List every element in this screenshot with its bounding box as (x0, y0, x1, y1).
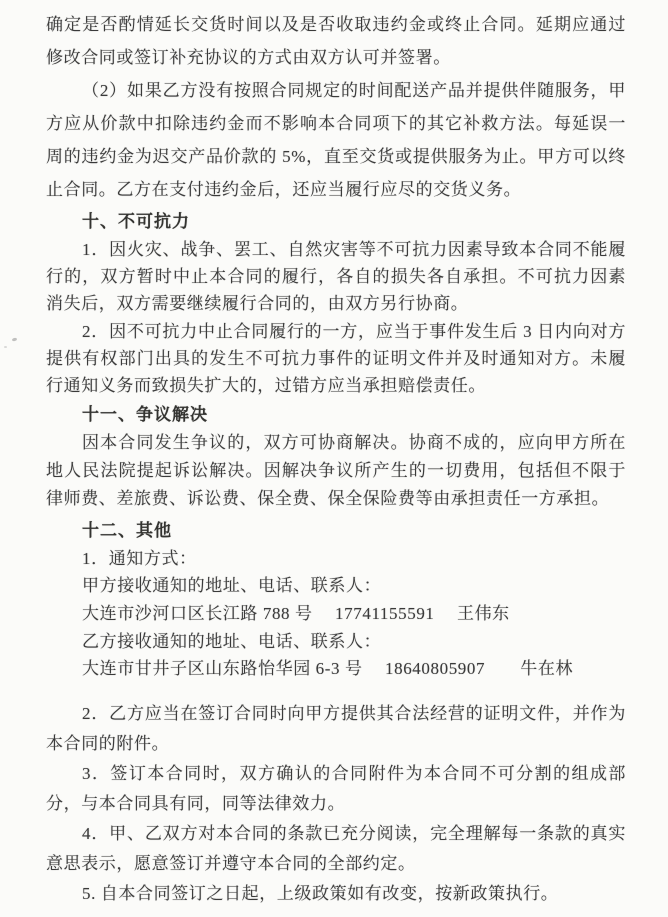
clause-misc-3-attachments: 3．签订本合同时，双方确认的合同附件为本合同不可分割的组成部分，与本合同具有同，同等法律效力。 (46, 764, 626, 813)
scan-speck (4, 346, 7, 348)
clause-force-majeure-2: 2．因不可抗力中止合同履行的一方，应当于事件发生后 3 日内向对方提供有权部门出具的发生不可抗力事件的证明文件并及时通知对方。未履行通知义务而致损失扩大的，过错方应当承担赔偿责任。 (46, 322, 626, 395)
clause-misc-4-full-understanding: 4．甲、乙双方对本合同的条款已充分阅读，完全理解每一条款的真实意思表示，愿意签订并遵守本合同的全部约定。 (46, 824, 626, 873)
clause-misc-2-legal-documents: 2．乙方应当在签订合同时向甲方提供其合法经营的证明文件，并作为本合同的附件。 (46, 704, 626, 753)
heading-miscellaneous: 十二、其他 (82, 521, 172, 540)
clause-notice-method: 1．通知方式： (82, 549, 197, 568)
clause-force-majeure-1: 1．因火灾、战争、罢工、自然灾害等不可抗力因素导致本合同不能履行的，双方暂时中止本合同的履行，各自的损失各自承担。不可抗力因素消失后，双方需要继续履行合同的，由双方另行协商。 (46, 240, 626, 313)
party-a-contact-label: 甲方接收通知的地址、电话、联系人： (82, 576, 382, 595)
heading-force-majeure: 十、不可抗力 (82, 212, 190, 231)
heading-dispute-resolution: 十一、争议解决 (82, 405, 208, 424)
clause-misc-5-policy-change: 5. 自本合同签订之日起，上级政策如有改变，按新政策执行。 (82, 884, 559, 903)
paragraph-delivery-extension: 确定是否酌情延长交货时间以及是否收取违约金或终止合同。延期应通过修改合同或签订补充协议的方式由双方认可并签署。 (46, 15, 626, 67)
party-b-contact-info: 大连市甘井子区山东路怡华园 6-3 号 18640805907 牛在林 (82, 659, 574, 678)
paragraph-dispute-resolution: 因本合同发生争议的，双方可协商解决。协商不成的，应向甲方所在地人民法院提起诉讼解决。因解决争议所产生的一切费用，包括但不限于律师费、差旅费、诉讼费、保全费、保全保险费等由承担责任一方承担。 (46, 433, 626, 508)
party-b-contact-label: 乙方接收通知的地址、电话、联系人： (82, 632, 382, 651)
party-a-contact-info: 大连市沙河口区长江路 788 号 17741155591 王伟东 (82, 604, 510, 623)
paragraph-breach-penalty: （2）如果乙方没有按照合同规定的时间配送产品并提供伴随服务，甲方应从价款中扣除违约金而不影响本合同项下的其它补救方法。每延误一周的违约金为迟交产品价款的 5%，直至交货或提供服务为止。甲方可以终止合同。乙方在支付违约金后，还应当履行应尽的交货义务。 (46, 81, 626, 199)
